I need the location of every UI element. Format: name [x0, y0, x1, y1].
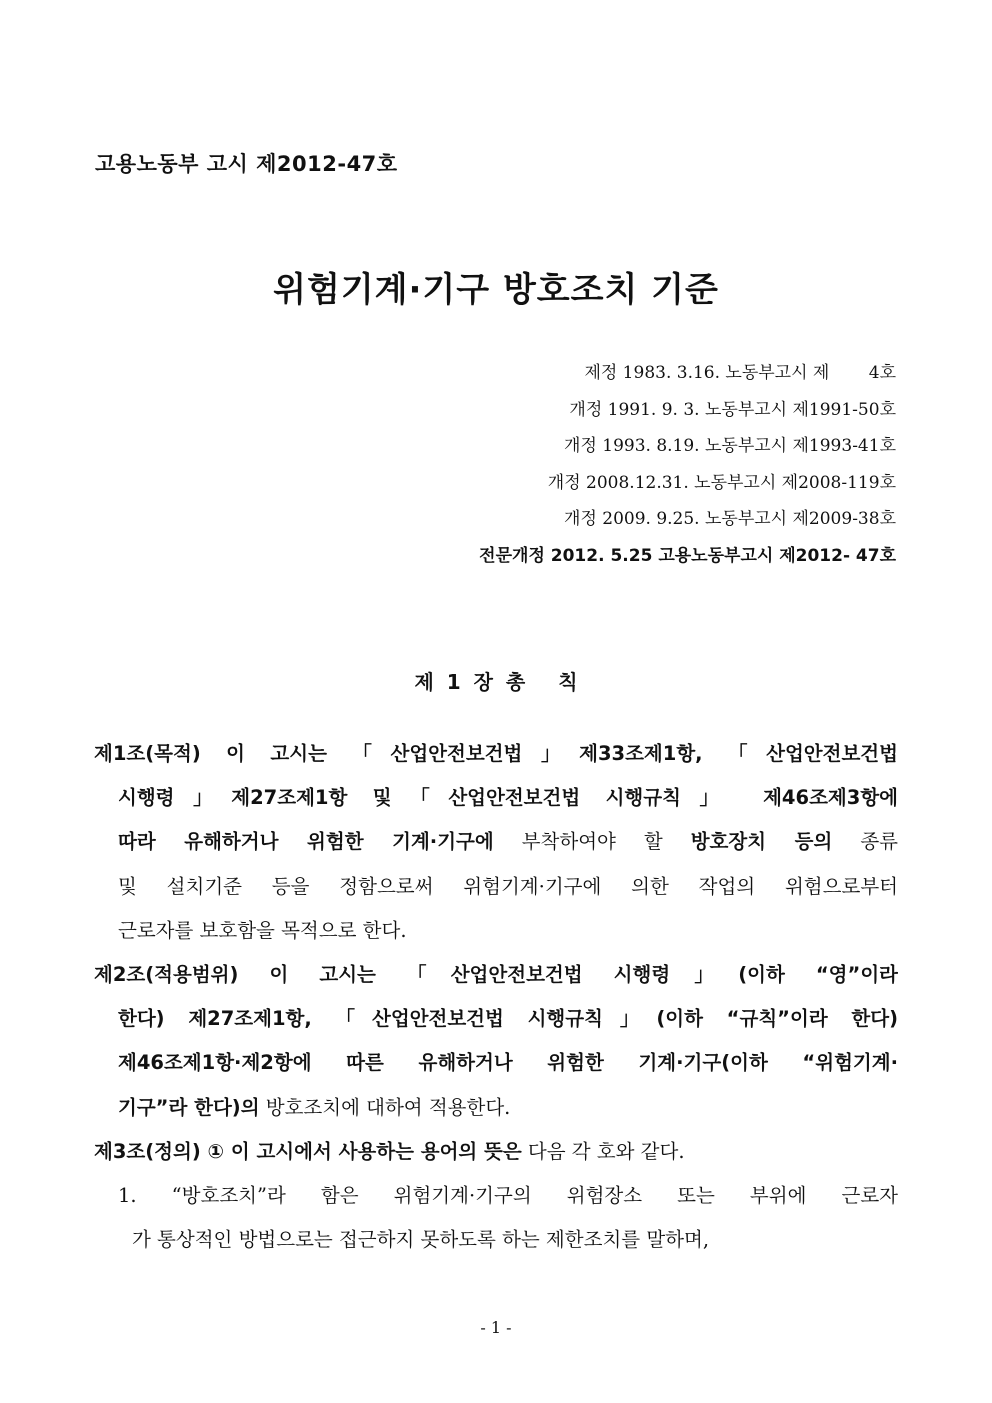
amendment-history [479, 355, 896, 574]
article-3-text-bold: 제3조(정의) ① 이 고시에서 사용하는 용어의 뜻은 [94, 1139, 522, 1163]
article-1-text-bold: 방호장치 등의 [690, 830, 833, 854]
history-row: 개정 1993. 8.19. 노동부고시 제1993-41호 [564, 436, 896, 456]
article-1-line: 근로자를 보호함을 목적으로 한다. [118, 918, 407, 942]
document-body [94, 732, 898, 1262]
article-2-line [94, 1086, 898, 1130]
article-2-line: 제2조(적용범위) 이 고시는 「산업안전보건법 시행령」(이하 “영”이라 [94, 962, 898, 986]
article-3-text: 다음 각 호와 같다. [521, 1139, 685, 1163]
history-row: 개정 2008.12.31. 노동부고시 제2008-119호 [547, 472, 896, 493]
article-1-line: 제1조(목적) 이 고시는 「산업안전보건법」제33조제1항, 「산업안전보건법 [94, 742, 898, 765]
history-row: 개정 2009. 9.25. 노동부고시 제2009-38호 [564, 509, 896, 529]
document-title: 위험기계·기구 방호조치 기준 [273, 270, 719, 310]
article-1-text-bold: 따라 유해하거나 위험한 기계·기구에 [118, 830, 494, 854]
article-3-item-line: 1. “방호조치”라 함은 위험기계·기구의 위험장소 또는 부위에 근로자 [118, 1183, 898, 1207]
page-number: - 1 - [480, 1318, 512, 1337]
article-3-item-line: 가 통상적인 방법으로는 접근하지 못하도록 하는 제한조치를 말하며, [132, 1228, 710, 1252]
article-1-text: 부착하여야 할 [493, 830, 691, 854]
history-row: 전문개정 2012. 5.25 고용노동부고시 제2012- 47호 [479, 545, 896, 566]
notice-number: 고용노동부 고시 제2012-47호 [95, 152, 398, 176]
article-2-text-bold: 기구”라 한다)의 [118, 1095, 260, 1119]
article-1-line [94, 820, 898, 864]
article-1-line: 및 설치기준 등을 정함으로써 위험기계·기구에 의한 작업의 위험으로부터 [118, 874, 898, 898]
history-row: 개정 1991. 9. 3. 노동부고시 제1991-50호 [569, 399, 896, 420]
history-row: 제정 1983. 3.16. 노동부고시 제 4호 [584, 363, 896, 383]
article-2-line: 한다) 제27조제1항, 「산업안전보건법 시행규칙」(이하 “규칙”이라 한다) [118, 1007, 898, 1031]
article-1-line: 시행령」제27조제1항 및「산업안전보건법 시행규칙」 제46조제3항에 [118, 786, 898, 810]
article-2-line: 제46조제1항·제2항에 따른 유해하거나 위험한 기계·기구(이하 “위험기계· [118, 1051, 898, 1075]
article-2-text: 방호조치에 대하여 적용한다. [259, 1095, 511, 1119]
article-1-text: 종류 [832, 830, 898, 854]
article-3-line [94, 1130, 898, 1174]
chapter-heading: 제 1 장 총 칙 [414, 670, 578, 694]
